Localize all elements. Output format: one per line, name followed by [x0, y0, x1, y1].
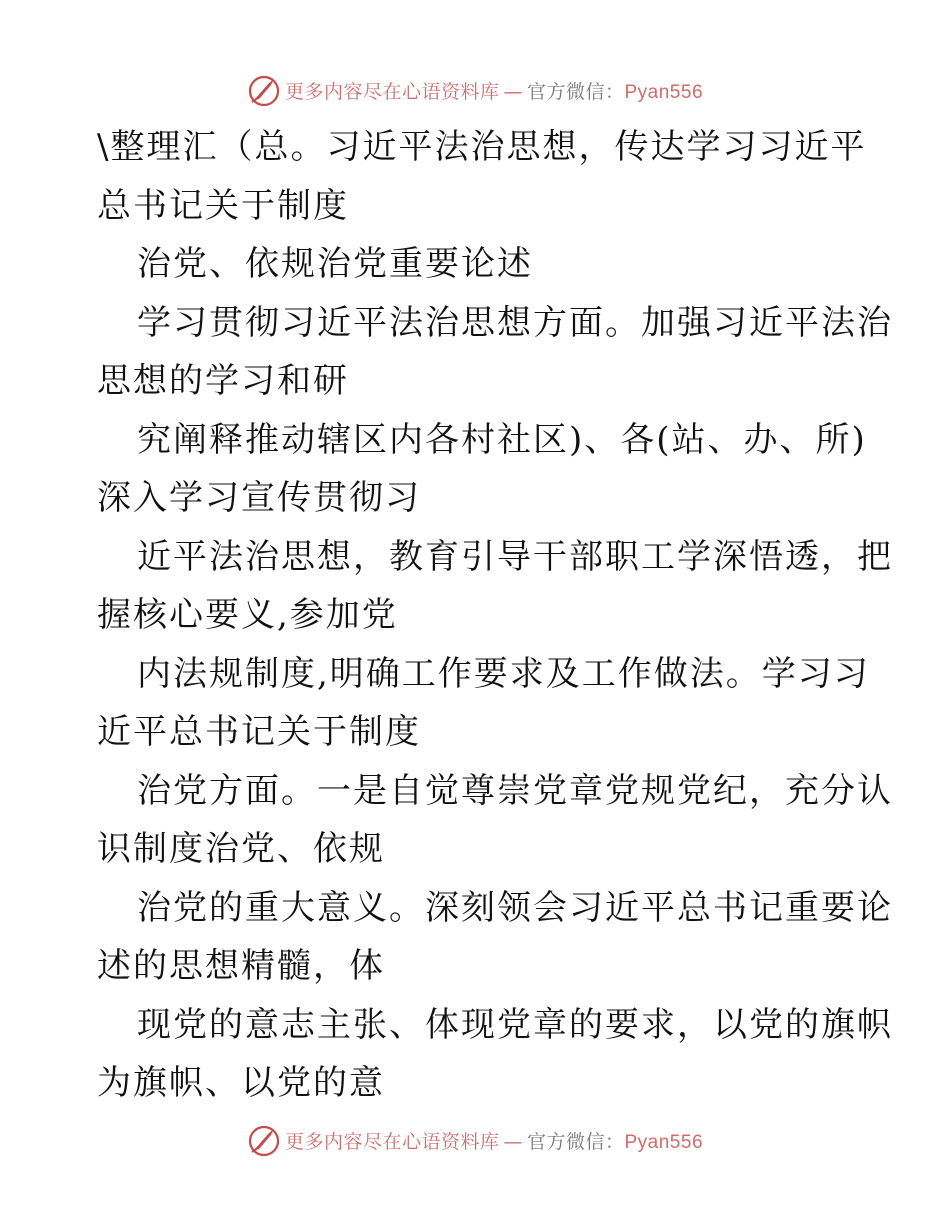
document-body	[97, 118, 893, 1113]
text-line: 治党、依规治党重要论述	[137, 244, 533, 284]
text-line: 近平总书记关于制度	[97, 712, 421, 752]
text-line: 深入学习宣传贯彻习	[97, 478, 421, 518]
text-line: 究阐释推动辖区内各村社区)、各(站、办、所)	[137, 419, 867, 460]
text-line: 治党方面。一是自觉尊崇党章党规党纪，充分认	[137, 770, 893, 811]
text-line: 治党的重大意义。深刻领会习近平总书记重要论	[137, 887, 893, 928]
watermark-label: 官方微信：	[526, 1130, 625, 1153]
text-line: 现党的意志主张、体现党章的要求，以党的旗帜	[137, 1004, 893, 1045]
text-line: 述的思想精髓，体	[97, 946, 385, 986]
text-line: 近平法治思想，教育引导干部职工学深悟透，把	[137, 536, 893, 577]
watermark-brand: 更多内容尽在心语资料库	[284, 1130, 500, 1153]
text-line: 思想的学习和研	[97, 361, 349, 401]
watermark-brand: 更多内容尽在心语资料库	[284, 80, 500, 103]
watermark-label: 官方微信：	[526, 80, 625, 103]
text-line: 握核心要义,参加党	[97, 595, 398, 635]
watermark-account: Pyan556	[624, 81, 704, 103]
text-line: 为旗帜、以党的意	[97, 1063, 385, 1103]
watermark-account: Pyan556	[624, 1131, 704, 1153]
footer-watermark	[0, 1120, 950, 1160]
watermark-separator: —	[503, 1130, 523, 1153]
watermark-separator: —	[503, 80, 523, 103]
text-line: 学习贯彻习近平法治思想方面。加强习近平法治	[137, 302, 893, 343]
quill-logo-icon	[247, 73, 281, 107]
text-line: 内法规制度,明确工作要求及工作做法。学习习	[137, 653, 870, 694]
text-line: 总书记关于制度	[97, 185, 349, 226]
text-line: \整理汇（总。习近平法治思想，传达学习习近平	[97, 127, 867, 167]
text-line: 识制度治党、依规	[97, 829, 385, 869]
quill-logo-icon	[247, 1123, 281, 1157]
header-watermark	[0, 70, 950, 110]
